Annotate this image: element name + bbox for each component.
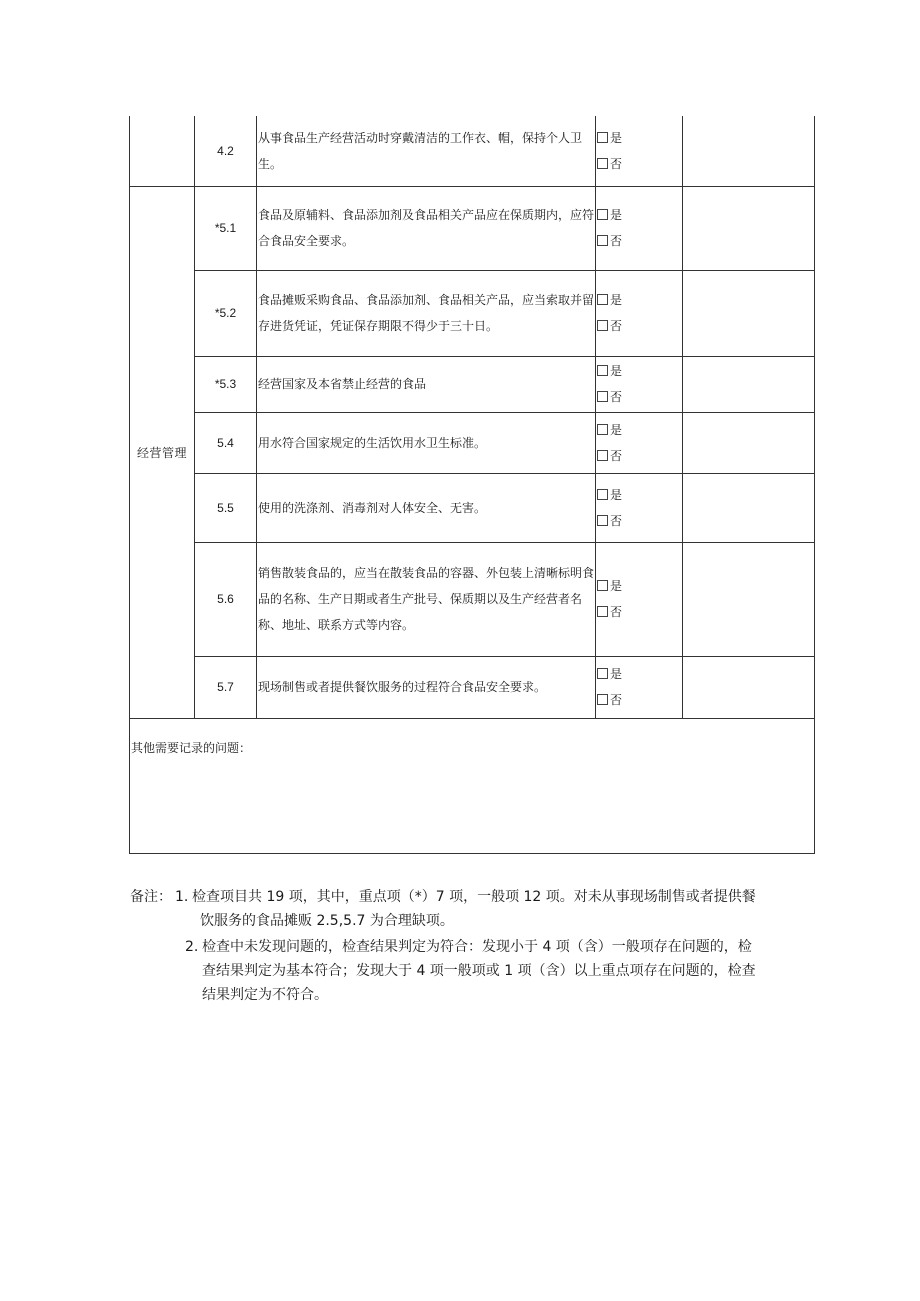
item-content: 从事食品生产经营活动时穿戴清洁的工作衣、帽，保持个人卫生。 — [257, 116, 596, 186]
option-cell — [596, 356, 683, 412]
option-yes[interactable] — [597, 661, 682, 687]
option-yes[interactable] — [597, 125, 682, 151]
option-yes[interactable] — [597, 482, 682, 508]
item-number: 5.5 — [195, 473, 257, 542]
checkbox-icon[interactable] — [597, 320, 608, 331]
checkbox-icon[interactable] — [597, 235, 608, 246]
category-cell — [130, 116, 195, 186]
option-yes-label: 是 — [610, 364, 623, 378]
option-no[interactable] — [597, 151, 682, 177]
table-row — [130, 473, 815, 542]
checkbox-icon[interactable] — [597, 694, 608, 705]
option-cell — [596, 542, 683, 656]
item-content: 用水符合国家规定的生活饮用水卫生标准。 — [257, 412, 596, 473]
option-yes[interactable] — [597, 202, 682, 228]
table-row — [130, 186, 815, 270]
table-row — [130, 542, 815, 656]
option-yes-label: 是 — [610, 293, 623, 307]
option-yes-label: 是 — [610, 208, 623, 222]
remark-cell — [683, 542, 815, 656]
option-cell — [596, 473, 683, 542]
option-yes[interactable] — [597, 573, 682, 599]
table-row — [130, 116, 815, 186]
option-yes-label: 是 — [610, 487, 623, 502]
checkbox-icon[interactable] — [597, 365, 608, 376]
item-number: 5.6 — [195, 542, 257, 656]
note-1-line-1: 检查项目共 19 项，其中，重点项（*）7 项，一般项 12 项。对未从事现场制售或者提供餐 — [192, 889, 756, 905]
note-2-line-3: 结果判定为不符合。 — [202, 987, 328, 1003]
item-number: *5.2 — [195, 270, 257, 356]
item-content: 销售散装食品的，应当在散装食品的容器、外包装上清晰标明食品的名称、生产日期或者生产批号、保质期以及生产经营者名称、地址、联系方式等内容。 — [257, 542, 596, 656]
note-2-number: 2. — [185, 939, 199, 955]
remark-cell — [683, 356, 815, 412]
checkbox-icon[interactable] — [597, 294, 608, 305]
other-issues-label: 其他需要记录的问题： — [131, 740, 252, 755]
remark-cell — [683, 473, 815, 542]
option-no-label: 否 — [610, 390, 623, 404]
remark-cell — [683, 656, 815, 718]
item-content: 经营国家及本省禁止经营的食品 — [257, 356, 596, 412]
item-number: 4.2 — [195, 116, 257, 186]
checkbox-icon[interactable] — [597, 668, 608, 679]
option-no[interactable] — [597, 384, 682, 410]
option-no[interactable] — [597, 687, 682, 713]
item-content: 使用的洗涤剂、消毒剂对人体安全、无害。 — [257, 473, 596, 542]
other-issues-row — [130, 718, 815, 853]
checkbox-icon[interactable] — [597, 132, 608, 143]
remark-cell — [683, 270, 815, 356]
table-row — [130, 270, 815, 356]
note-2-line-1: 检查中未发现问题的，检查结果判定为符合：发现小于 4 项（含）一般项存在问题的，检 — [202, 939, 752, 955]
checkbox-icon[interactable] — [597, 515, 608, 526]
remark-cell — [683, 116, 815, 186]
option-no-label: 否 — [610, 156, 623, 171]
option-no-label: 否 — [610, 234, 623, 248]
table-row — [130, 656, 815, 718]
note-1-number: 1. — [175, 889, 189, 905]
option-no-label: 否 — [610, 448, 623, 463]
category-cell: 经营管理 — [130, 186, 195, 718]
notes-prefix: 备注： — [130, 889, 172, 905]
option-cell — [596, 270, 683, 356]
remark-cell — [683, 412, 815, 473]
option-no-label: 否 — [610, 605, 623, 619]
note-1-line-2: 饮服务的食品摊贩 2.5,5.7 为合理缺项。 — [200, 913, 454, 929]
checkbox-icon[interactable] — [597, 450, 608, 461]
checkbox-icon[interactable] — [597, 391, 608, 402]
option-cell — [596, 412, 683, 473]
checkbox-icon[interactable] — [597, 580, 608, 591]
option-no[interactable] — [597, 228, 682, 254]
checkbox-icon[interactable] — [597, 424, 608, 435]
option-yes-label: 是 — [610, 579, 623, 593]
option-cell — [596, 116, 683, 186]
table-row — [130, 356, 815, 412]
option-yes[interactable] — [597, 417, 682, 443]
item-number: *5.1 — [195, 186, 257, 270]
remark-cell — [683, 186, 815, 270]
note-2-line-2: 查结果判定为基本符合；发现大于 4 项一般项或 1 项（含）以上重点项存在问题的，检查 — [202, 963, 756, 979]
option-yes-label: 是 — [610, 667, 623, 681]
table-row — [130, 412, 815, 473]
checkbox-icon[interactable] — [597, 209, 608, 220]
option-yes-label: 是 — [610, 130, 623, 145]
item-number: 5.7 — [195, 656, 257, 718]
option-cell — [596, 186, 683, 270]
checkbox-icon[interactable] — [597, 158, 608, 169]
other-issues-field[interactable] — [130, 718, 815, 853]
option-yes[interactable] — [597, 358, 682, 384]
checkbox-icon[interactable] — [597, 606, 608, 617]
option-no-label: 否 — [610, 693, 623, 707]
option-no-label: 否 — [610, 319, 623, 333]
option-no[interactable] — [597, 508, 682, 534]
checkbox-icon[interactable] — [597, 489, 608, 500]
option-no[interactable] — [597, 313, 682, 339]
option-no[interactable] — [597, 443, 682, 469]
inspection-table — [129, 116, 815, 854]
option-yes[interactable] — [597, 287, 682, 313]
item-content: 食品摊贩采购食品、食品添加剂、食品相关产品，应当索取并留存进货凭证，凭证保存期限不得少于三十日。 — [257, 270, 596, 356]
item-number: 5.4 — [195, 412, 257, 473]
option-no[interactable] — [597, 599, 682, 625]
option-no-label: 否 — [610, 513, 623, 528]
item-content: 食品及原辅料、食品添加剂及食品相关产品应在保质期内，应符合食品安全要求。 — [257, 186, 596, 270]
option-cell — [596, 656, 683, 718]
item-number: *5.3 — [195, 356, 257, 412]
item-content: 现场制售或者提供餐饮服务的过程符合食品安全要求。 — [257, 656, 596, 718]
option-yes-label: 是 — [610, 422, 623, 437]
